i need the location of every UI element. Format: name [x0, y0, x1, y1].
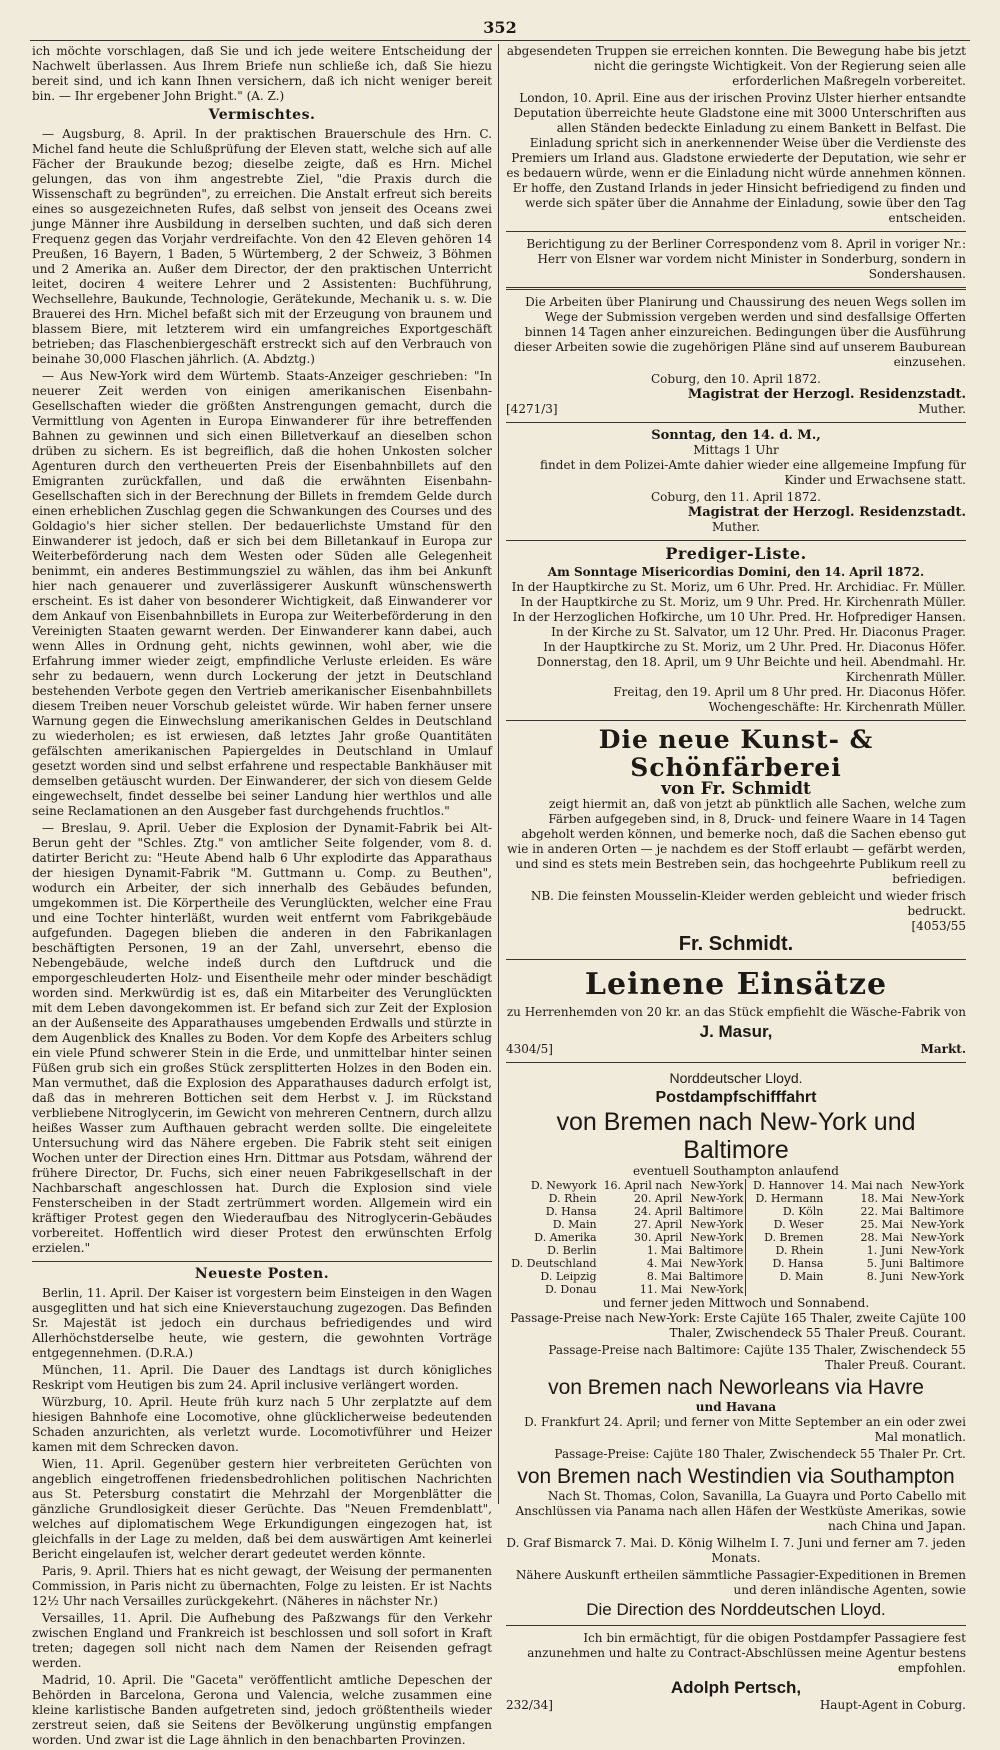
schedule-cell: 30. April	[633, 1231, 683, 1244]
lloyd-route-neworleans-note: D. Frankfurt 24. April; und ferner von Mitte September an ein oder zwei Mal monatlich.	[524, 1415, 966, 1444]
lloyd-direction: Die Direction des Norddeutschen Lloyd.	[586, 1600, 886, 1619]
lloyd-subheading: Postdampfschifffahrt	[655, 1089, 817, 1106]
schedule-cell: D. Main	[746, 1270, 826, 1283]
prediger-line: In der Hauptkirche zu St. Moriz, um 6 Uhr. Pred. Hr. Archidiac. Fr. Müller.	[511, 580, 966, 594]
agent-role: Haupt-Agent in Coburg.	[819, 1698, 966, 1712]
schedule-cell: New-York	[690, 1283, 744, 1296]
einsaetze-ref: 4304/5]	[506, 1042, 553, 1056]
lloyd-route-westindien: von Bremen nach Westindien via Southampton	[517, 1465, 955, 1488]
arbeiten-signature: Magistrat der Herzogl. Residenzstadt.	[687, 387, 966, 402]
vermischtes-heading: Vermischtes.	[208, 107, 316, 123]
lloyd-price-baltimore: Passage-Preise nach Baltimore: Cajüte 135 Thaler, Zwischendeck 55 Thaler Preuß. Courant.	[548, 1343, 966, 1372]
schedule-cell: D. Rhein	[548, 1192, 597, 1205]
news-versailles: Versailles, 11. April. Die Aufhebung des Paßzwangs für den Verkehr zwischen England und Frankreich ist beschlossen und soll sofort in Kraft treten; dagegen soll nicht nach dem Namen der Reisenden gefragt werden.	[32, 1611, 492, 1670]
article-breslau: — Breslau, 9. April. Ueber die Explosion der Dynamit-Fabrik bei Alt-Berun geht der "Schles. Ztg." von amtlicher Seite folgender, vom 8. d. datirter Bericht zu: "Heute Abend halb 6 Uhr explodirte das Apparathaus der hiesigen Dynamit-Fabrik "M. Guttmann u. Comp. zu Beuthen", wodurch ein Arbeiter, der sich innerhalb des Gebäudes befunden, umgekommen ist. Die Körpertheile des Verunglückten, welcher eine Frau und eine Tochter hinterläßt, wurden weit entfernt vom Fabrikgebäude aufgefunden. Dagegen blieben die anderen in den Fabrikanlagen beschäftigten Personen, 19 an der Zahl, unversehrt, ebenso die Nebengebäude, welche indeß durch den Luftdruck und die emporgeschleuderten Holz- und Eisentheile mehr oder minder beschädigt worden sind. Merkwürdig ist es, daß ein Mitarbeiter des Verunglückten mit dem Leben davongekommen ist. Er befand sich zur Zeit der Explosion an der Außenseite des Apparathauses umgebenden Erdwalls und stürzte in dem Augenblick des Knalles zu Boden. Vor dem Kopfe des Arbeiters schlug ein viele Pfund schwerer Stein in die Erde, und unmittelbar hinter seinen Füßen grub sich ein großes Stück zersplitterten Holzes in den Boden ein. Man vermuthet, daß die Explosion des Apparathauses dadurch erfolgt ist, daß das in mehreren Bottichen seit dem Herbst v. J. im Rückstand verbliebene Nitroglycerin, im Gewicht von mehreren Centnern, durch allzu heißes Wasser zum Aufthauen gebracht werden sollte. Die eingeleitete Untersuchung wird das Nähere ergeben. Die Fabrik steht seit einigen Wochen unter der Direction eines Hrn. Dittmar aus Potsdam, während der frühere Director, Dr. Fuchs, sich einer neuen Fabrikgesellschaft in der Nachbarschaft angeschlossen hat. Durch die Explosion sind viele Fensterscheiben in der Stadt zertrümmert worden. Allgemein wird ein kräftiger Protest gegen den Wiederaufbau des Nitroglycerin-Gebäudes vorbereitet. Hoffentlich wird dieser Protest den erwünschten Erfolg erzielen."	[32, 821, 492, 1255]
schedule-row	[506, 1244, 966, 1257]
schedule-cell: New-York	[690, 1231, 744, 1244]
faerberei-text: zeigt hiermit an, daß von jetzt ab pünktlich alle Sachen, welche zum Färben aufgegeben sind, in 8, Druck- und feinere Waare in 14 Tagen abgeholt werden können, und bemerke noch, daß die Sachen ebenso gut wie in anderen Orten — je nachdem es der Stoff erlaubt — gefärbt werden, und sind es stets mein Bestreben sein, das hochgeehrte Publikum reell zu befriedigen.	[507, 797, 966, 886]
einsaetze-name: J. Masur,	[699, 1022, 773, 1041]
schedule-cell: D. Bremen	[746, 1231, 826, 1244]
schedule-row	[506, 1192, 966, 1205]
schedule-cell: D. Donau	[544, 1283, 597, 1296]
schedule-cell: 11. Mai	[639, 1283, 683, 1296]
schedule-cell: 4. Mai	[646, 1257, 683, 1270]
schedule-row	[506, 1218, 966, 1231]
prediger-line: In der Hauptkirche zu St. Moriz, um 9 Uhr. Pred. Hr. Kirchenrath Müller.	[520, 595, 966, 609]
agent-footer	[506, 1698, 966, 1713]
schedule-cell: 14. Mai nach	[830, 1179, 903, 1192]
schedule-cell: 22. Mai	[860, 1205, 903, 1218]
einsaetze-footer	[506, 1042, 966, 1057]
prediger-subheading: Am Sonntage Misericordias Domini, den 14. April 1872.	[547, 565, 925, 579]
arbeiten-footer	[506, 402, 966, 417]
schedule-cell: Baltimore	[688, 1205, 744, 1218]
lloyd-route-neworleans: von Bremen nach Neworleans via Havre	[548, 1376, 924, 1399]
news-wuerzburg: Würzburg, 10. April. Heute früh kurz nach 5 Uhr zerplatzte auf dem hiesigen Bahnhofe eine Locomotive, ohne glücklicherweise bedeutenden Schaden anzurichten, als verletzt wurde. Locomotivführer und Heizer kamen mit dem Schrecken davon.	[32, 1395, 492, 1454]
schedule-row	[506, 1257, 966, 1270]
schedule-cell: D. Hannover	[746, 1179, 826, 1192]
prediger-line: In der Hauptkirche zu St. Moriz, um 2 Uhr. Pred. Hr. Diaconus Höfer.	[543, 640, 966, 654]
agent-ref: 232/34]	[506, 1698, 553, 1712]
faerberei-title: Die neue Kunst- & Schönfärberei	[598, 725, 874, 782]
impfung-text: findet in dem Polizei-Amte dahier wieder eine allgemeine Impfung für Kinder und Erwachsene statt.	[540, 458, 966, 487]
lloyd-schedule	[506, 1179, 966, 1296]
schedule-cell: New-York	[911, 1218, 964, 1231]
schedule-cell: 20. April	[633, 1192, 683, 1205]
schedule-row	[506, 1283, 966, 1296]
lloyd-route-newyork-note: eventuell Southampton anlaufend	[633, 1164, 839, 1178]
lloyd-route-neworleans-sub: und Havana	[695, 1400, 777, 1414]
header-rule	[30, 40, 970, 41]
schedule-cell: 27. April	[633, 1218, 683, 1231]
section-rule	[506, 959, 966, 960]
schedule-cell: 1. Juni	[866, 1244, 903, 1257]
impfung-time: Mittags 1 Uhr	[693, 443, 779, 457]
arbeiten-date: Coburg, den 10. April 1872.	[650, 372, 821, 386]
schedule-row	[506, 1205, 966, 1218]
faerberei-nb-row	[506, 889, 966, 919]
news-muenchen: München, 11. April. Die Dauer des Landtags ist durch königliches Reskript vom Heutigen bis zum 24. April inclusive verlängert worden.	[32, 1363, 492, 1392]
einsaetze-text: zu Herrenhemden von 20 kr. an das Stück empfiehlt die Wäsche-Fabrik von	[506, 1005, 966, 1019]
news-paris: Paris, 9. April. Thiers hat es nicht gewagt, der Weisung der permanenten Commission, in Paris nicht zu übernachten, Folge zu leisten. Er ist Nachts 12½ Uhr nach Versailles zurückgekehrt. (Näheres in nächster Nr.)	[32, 1564, 492, 1608]
lloyd-route-westindien-dates: D. Graf Bismarck 7. Mai. D. König Wilhelm I. 7. Juni und ferner am 7. jeden Monats.	[506, 1536, 966, 1565]
news-berlin: Berlin, 11. April. Der Kaiser ist vorgestern beim Einsteigen in den Wagen ausgeglitten und hat sich eine Knieverstauchung zugezogen. Das Befinden Sr. Majestät ist jedoch ein durchaus befriedigendes und wird Allerhöchstderselbe heute, wie gestern, die gewohnten Vorträge entgegennehmen. (D.R.A.)	[32, 1286, 492, 1360]
section-rule	[506, 422, 966, 423]
schedule-cell: New-York	[911, 1244, 964, 1257]
prediger-line: Freitag, den 19. April um 8 Uhr pred. Hr. Diaconus Höfer.	[613, 685, 966, 699]
schedule-row	[506, 1179, 966, 1192]
news-wien: Wien, 11. April. Gegenüber gestern hier verbreiteten Gerüchten von angeblich eingetroffenen friedensbedrohlichen politischen Nachrichten aus St. Petersburg constatirt die Mehrzahl der Morgenblätter die gänzliche Grundlosigkeit dieser Gerüchte. Das "Neuen Fremdenblatt", welches auf diplomatischem Wege Erkundigungen eingezogen hat, ist gleichfalls in der Lage zu melden, daß bei dem auswärtigen Amt keinerlei Bericht eingelaufen ist, welcher derart gedeutet werden könnte.	[32, 1457, 492, 1561]
news-madrid: Madrid, 10. April. Die "Gaceta" veröffentlicht amtliche Depeschen der Behörden in Barcelona, Gerona und Valencia, welche zusammen eine kleine karlistische Banden aufgetreten sind, jedoch größtentheils wieder zerstreut seien, daß sie Seitens der Bevölkerung ungünstig empfangen worden. Und zwar ist die Lage ähnlich in den benachbarten Provinzen.	[32, 1673, 492, 1747]
schedule-cell: 16. April nach	[603, 1179, 683, 1192]
schedule-cell: New-York	[911, 1231, 964, 1244]
arbeiten-name: Muther.	[918, 402, 966, 416]
schedule-cell: 8. Mai	[646, 1270, 683, 1283]
news-continued: abgesendeten Truppen sie erreichen konnten. Die Bewegung habe bis jetzt nicht die geringste Wichtigkeit. Von der Regierung seien alle erforderlichen Maßregeln vorbereitet.	[506, 44, 966, 88]
prediger-line: Donnerstag, den 18. April, um 9 Uhr Beichte und heil. Abendmahl. Hr. Kirchenrath Müller.	[536, 655, 966, 684]
schedule-cell: 25. Mai	[860, 1218, 903, 1231]
letter-ending: ich möchte vorschlagen, daß Sie und ich jede weitere Entscheidung der Nachwelt überlassen. Aus Ihrem Briefe nun schließe ich, daß Sie hiezu bereit sind, und ich kann Ihnen versichern, daß ich nicht weniger bereit bin. — Ihr ergebener John Bright." (A. Z.)	[32, 44, 492, 103]
schedule-cell: 28. Mai	[860, 1231, 903, 1244]
schedule-cell: 18. Mai	[860, 1192, 903, 1205]
lloyd-route-westindien-text: Nach St. Thomas, Colon, Savanilla, La Guayra und Porto Cabello mit Anschlüssen via Panama nach allen Häfen der Westküste Amerikas, sowie nach China und Japan.	[515, 1489, 966, 1533]
schedule-cell: New-York	[690, 1218, 744, 1231]
einsaetze-place: Markt.	[920, 1042, 966, 1056]
page-number: 352	[483, 18, 517, 37]
schedule-cell: D. Amerika	[534, 1231, 597, 1244]
schedule-cell: D. Newyork	[530, 1179, 597, 1192]
lloyd-contact: Nähere Auskunft ertheilen sämmtliche Passagier-Expeditionen in Bremen und deren inländische Agenten, sowie	[515, 1568, 966, 1597]
prediger-line: Wochengeschäfte: Hr. Kirchenrath Müller.	[708, 700, 966, 714]
section-rule	[506, 540, 966, 541]
lloyd-heading: Norddeutscher Lloyd.	[669, 1070, 803, 1086]
schedule-cell: D. Deutschland	[511, 1257, 597, 1270]
section-rule	[506, 1062, 966, 1063]
schedule-cell: New-York	[911, 1179, 964, 1192]
faerberei-nb: NB. Die feinsten Mousselin-Kleider werden gebleicht und wieder frisch bedruckt.	[530, 889, 966, 918]
lloyd-price-neworleans: Passage-Preise: Cajüte 180 Thaler, Zwischendeck 55 Thaler Pr. Crt.	[554, 1447, 966, 1461]
news-london: London, 10. April. Eine aus der irischen Provinz Ulster hierher entsandte Deputation überreichte heute Gladstone eine mit 3000 Unterschriften aus allen Ständen bedeckte Einladung zu einem Bankett in Belfast. Die Einladung spricht sich in anerkennender Weise über die Verdienste des Premiers um Irland aus. Gladstone erwiederte der Deputation, wie sehr er es bedauern würde, wenn er die Einladung nicht würde annehmen können. Er hoffe, den Zustand Irlands in jeder Hinsicht befriedigend zu finden und werde sich später über die Annahme der Einladung, sowie über den Tag entscheiden.	[506, 91, 966, 225]
schedule-row	[506, 1231, 966, 1244]
arbeiten-notice: Die Arbeiten über Planirung und Chaussirung des neuen Wegs sollen im Wege der Submission vergeben werden und sind desfallsige Offerten binnen 14 Tagen anher einzureichen. Bedingungen über die Ausführung dieser Arbeiten sowie die zugehörigen Pläne sind auf unserem Bauburean einzusehen.	[513, 295, 966, 369]
section-rule	[32, 1261, 492, 1262]
schedule-cell: D. Köln	[746, 1205, 826, 1218]
schedule-cell: D. Hansa	[746, 1257, 826, 1270]
schedule-cell: 1. Mai	[646, 1244, 683, 1257]
schedule-cell	[746, 1283, 826, 1296]
schedule-cell: Baltimore	[909, 1257, 964, 1270]
section-rule	[506, 231, 966, 232]
schedule-cell	[825, 1283, 904, 1296]
prediger-line: In der Herzoglichen Hofkirche, um 10 Uhr. Pred. Hr. Hofprediger Hansen.	[512, 610, 966, 624]
schedule-cell: New-York	[690, 1257, 744, 1270]
agent-text: Ich bin ermächtigt, für die obigen Postdampfer Passagiere fest anzunehmen und halte zu Contract-Abschlüssen meine Agentur bestens empfohlen.	[527, 1631, 966, 1675]
section-rule	[506, 720, 966, 721]
lloyd-route-newyork: von Bremen nach New-York und Baltimore	[556, 1108, 916, 1164]
schedule-cell: 24. April	[633, 1205, 683, 1218]
correction-notice: Berichtigung zu der Berliner Correspondenz vom 8. April in voriger Nr.: Herr von Elsner war vordem nicht Minister in Sonderburg, sondern in Sondershausen.	[526, 237, 966, 281]
schedule-cell: New-York	[911, 1270, 964, 1283]
schedule-cell	[905, 1283, 966, 1296]
article-new-york: — Aus New-York wird dem Würtemb. Staats-Anzeiger geschrieben: "In neuerer Zeit werden von einigen amerikanischen Eisenbahn-Gesellschaften wieder die größten Anstrengungen gemacht, durch die Vermittlung von Agenten in Europa Einwanderer für ihre betreffenden Bahnen zu gewinnen und sich einen Billetverkauf an dieselben schon drüben zu sichern. Es ist begreiflich, daß die hohen Unkosten solcher Agenturen durch den vertheuerten Preis der Eisenbahnbillets auf den Emigranten zurückfallen, und daß die erwähnten Eisenbahn-Gesellschaften sich in der Berechnung der Billets in fremdem Gelde durch einen erheblichen Zuschlag gegen die Schwankungen des Courses und des Goldagio's hier sicher stellen. Der bedauerlichste Umstand für den Einwanderer ist jedoch, daß er sich bei dem Billetankauf in Europa zur Weiterbeförderung nach dem Westen oder Süden alle Gelegenheit benimmt, ein anderes Bestimmungsziel zu wählen, das ihm bei Ankunft hier nach genauerer und zuverlässigerer Auskunft wünschenswerth erscheint. Es ist daher von besonderer Wichtigkeit, daß Einwanderer vor dem Ankauf von Eisenbahnbillets in Europa zur Weiterbeförderung in den Vereinigten Staaten gewarnt werden. Der Einwanderer kann dabei, auch wenn Alles in Ordnung geht, nichts gewinnen, wohl aber, wie die Erfahrung immer wieder zeigt, empfindliche Verluste erleiden. Es wäre sehr zu bedauern, wenn durch Lockerung der jetzt in Deutschland bestehenden Verbote gegen den Vertrieb amerikanischer Eisenbahnbillets diesem Treiben neuer Vorschub geleistet würde. Wir haben ferner unsere Warnung gegen die Einwechslung amerikanischen Geldes in Deutschland zu wiederholen; es ist erwiesen, daß letztes Jahr große Quantitäten gefälschten amerikanischen Papiergeldes in Deutschland in Umlauf gesetzt worden sind und selbst erfahrene und respectable Bankhäuser mit demselben getäuscht wurden. Der Einwanderer, der sich von diesem Gelde eingewechselt, findet desselbe bei seiner Landung hier werthlos und alle seine Reclamationen an den Ausgeber fast durchgehends fruchtlos."	[32, 369, 492, 818]
schedule-cell: New-York	[911, 1192, 964, 1205]
schedule-cell: D. Hermann	[746, 1192, 826, 1205]
schedule-cell: Baltimore	[688, 1270, 744, 1283]
schedule-cell: D. Berlin	[547, 1244, 597, 1257]
schedule-cell: D. Rhein	[746, 1244, 826, 1257]
impfung-name: Muther.	[712, 520, 760, 534]
faerberei-signature: Fr. Schmidt.	[678, 933, 794, 955]
faerberei-ref: [4053/55	[911, 919, 966, 933]
section-rule	[506, 287, 966, 290]
schedule-row	[506, 1270, 966, 1283]
article-augsburg: — Augsburg, 8. April. In der praktischen Brauerschule des Hrn. C. Michel fand heute die Schlußprüfung der Eleven statt, welche sich auf alle Fächer der Braukunde bezog; dieselbe zeigte, daß es Hrn. Michel gelungen, das von ihm angestrebte Ziel, "die Praxis durch die Wissenschaft zu begründen", zu erreichen. Die Anstalt erfreut sich bereits eines so ausgezeichneten Rufes, daß selbst von jenseit des Oceans zwei junge Männer ihre Ausbildung in derselben suchten, und daß sich deren Frequenz gegen das Vorjahr verdreifachte. Von den 42 Eleven gehören 14 Preußen, 16 Bayern, 1 Baden, 5 Würtemberg, 2 der Schweiz, 3 Böhmen und 2 Amerika an. Außer dem Director, der den praktischen Unterricht leitet, dociren 4 weitere Lehrer und 2 Assistenten: Buchführung, Wechsellehre, Baukunde, Technologie, Gerätekunde, Mechanik u. s. w. Die Brauerei des Hrn. Michel befaßt sich mit der Erzeugung von braunem und blassem Biere, mit letzterem wird ein umfangreiches Exportgeschäft betrieben; das Flaschenbiergeschäft erstreckt sich auf den Verbrauch von beinahe 30,000 Flaschen jährlich. (A. Abdztg.)	[32, 127, 492, 366]
schedule-cell: 5. Juni	[866, 1257, 903, 1270]
schedule-cell: D. Leipzig	[540, 1270, 597, 1283]
arbeiten-ref: [4271/3]	[506, 402, 558, 416]
left-column	[32, 44, 492, 1750]
schedule-cell: 8. Juni	[866, 1270, 903, 1283]
prediger-line: In der Kirche zu St. Salvator, um 12 Uhr. Pred. Hr. Diaconus Prager.	[551, 625, 966, 639]
impfung-date: Coburg, den 11. April 1872.	[650, 490, 821, 504]
faerberei-von: von Fr. Schmidt	[661, 779, 811, 799]
schedule-cell: D. Weser	[746, 1218, 826, 1231]
schedule-cell: Baltimore	[688, 1244, 744, 1257]
schedule-cell: New-York	[690, 1192, 744, 1205]
agent-name: Adolph Pertsch,	[670, 1678, 802, 1697]
impfung-heading: Sonntag, den 14. d. M.,	[651, 428, 821, 443]
lloyd-schedule-note: und ferner jeden Mittwoch und Sonnabend.	[602, 1296, 870, 1310]
right-column	[506, 44, 966, 1713]
prediger-heading: Prediger-Liste.	[665, 544, 807, 563]
posten-heading: Neueste Posten.	[194, 1266, 330, 1282]
schedule-cell: Baltimore	[909, 1205, 964, 1218]
column-divider	[498, 44, 499, 1504]
einsaetze-title: Leinene Einsätze	[584, 967, 888, 1002]
schedule-cell: D. Hansa	[545, 1205, 597, 1218]
lloyd-price-newyork: Passage-Preise nach New-York: Erste Cajüte 165 Thaler, zweite Cajüte 100 Thaler, Zwischendeck 55 Thaler Preuß. Courant.	[510, 1311, 966, 1340]
section-rule	[506, 1625, 966, 1626]
schedule-cell: New-York	[690, 1179, 744, 1192]
schedule-cell: D. Main	[552, 1218, 597, 1231]
impfung-signature: Magistrat der Herzogl. Residenzstadt.	[687, 505, 966, 520]
